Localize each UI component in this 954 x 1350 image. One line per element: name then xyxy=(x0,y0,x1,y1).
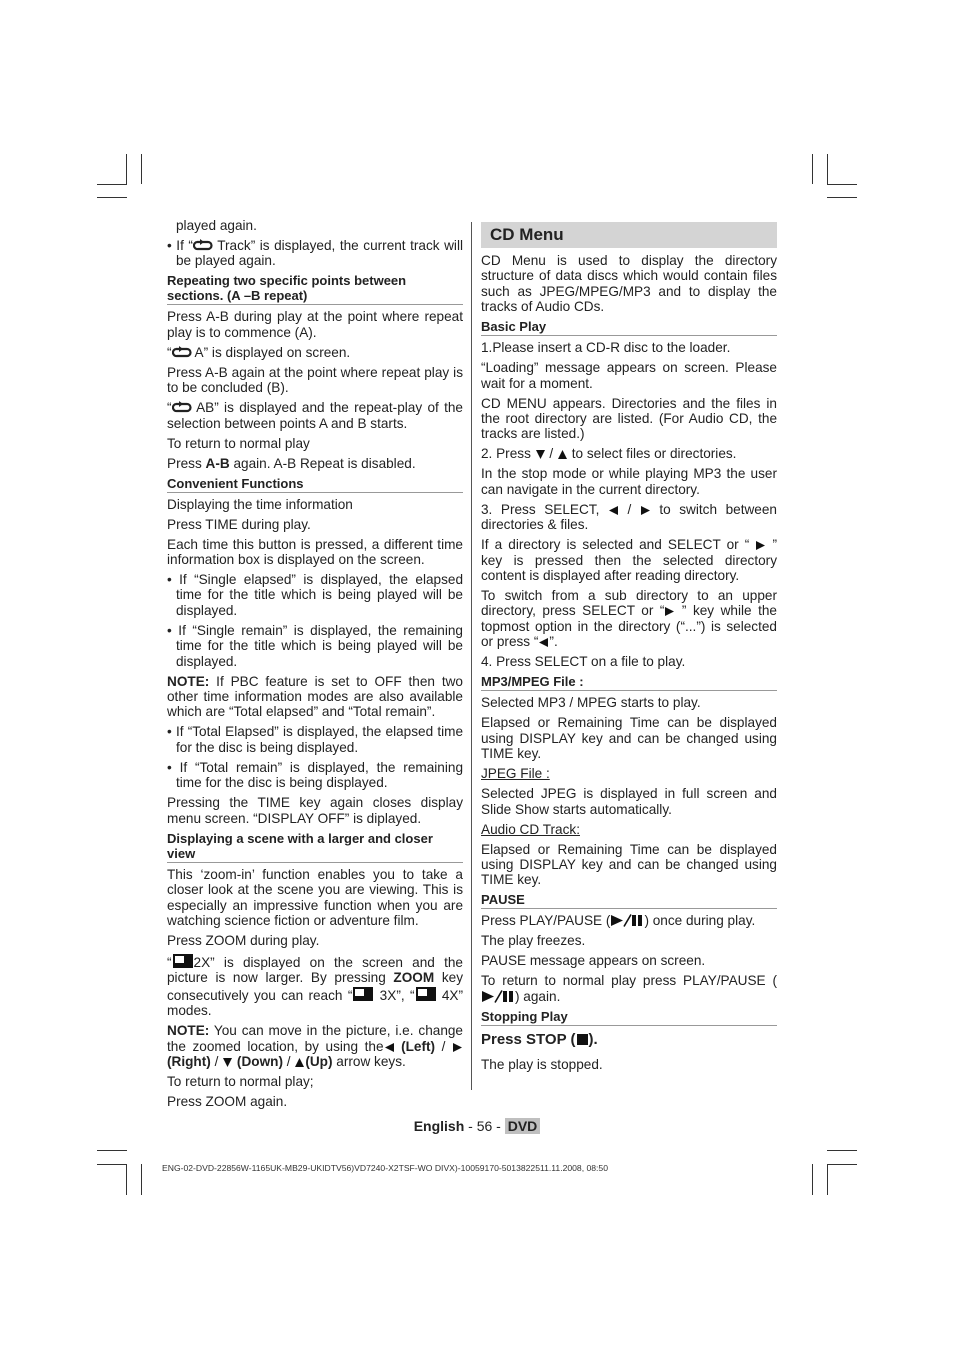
paragraph: 4. Press SELECT on a file to play. xyxy=(481,654,686,670)
paragraph: The play is stopped. xyxy=(481,1057,603,1073)
paragraph: Selected MP3 / MPEG starts to play. xyxy=(481,695,701,711)
arrow-up-icon xyxy=(557,449,568,460)
paragraph: 1.Please insert a CD-R disc to the loader. xyxy=(481,340,731,356)
paragraph: Elapsed or Remaining Time can be displayed using DISPLAY key and can be changed using TIME key. xyxy=(481,715,777,762)
stop-icon xyxy=(576,1033,589,1046)
crop-mark xyxy=(827,1164,828,1195)
paragraph: “ 2X” is displayed on the screen and the picture is now larger. By pressing ZOOM key consecutively you can reach “ 3X”, “ 4X” modes. xyxy=(167,954,463,1019)
paragraph: Press ZOOM again. xyxy=(167,1093,288,1109)
paragraph: played again. xyxy=(176,218,257,233)
paragraph: Elapsed or Remaining Time can be displayed using DISPLAY key and can be changed using TIME key. xyxy=(481,841,777,888)
section-title: CD Menu xyxy=(481,222,777,248)
crop-mark xyxy=(126,154,127,184)
repeat-icon xyxy=(172,346,192,359)
bullet-item: • If “ Track” is displayed, the current track will be played again. xyxy=(167,238,463,269)
footer-language: English xyxy=(413,1118,465,1134)
paragraph: Press A-B during play at the point where repeat play is to commence (A). xyxy=(167,309,463,340)
paragraph: The play freezes. xyxy=(481,933,586,949)
crop-mark xyxy=(827,1150,857,1151)
crop-mark xyxy=(812,154,813,184)
paragraph: This ‘zoom-in’ function enables you to take a closer look at the scene you are viewing. This is especially an impressive function when you are watching science fiction or adventure film. xyxy=(167,866,463,928)
crop-mark xyxy=(141,1164,142,1195)
paragraph: Pressing the TIME key again closes display menu screen. “DISPLAY OFF” is diplayed. xyxy=(167,795,463,826)
repeat-icon xyxy=(172,401,192,414)
paragraph: “ A” is displayed on screen. xyxy=(167,344,351,360)
subheading-underlined: JPEG File : xyxy=(481,766,550,782)
paragraph: Press PLAY/PAUSE ( ) once during play. xyxy=(481,913,756,929)
arrow-right-icon xyxy=(452,1042,463,1053)
play-pause-icon xyxy=(610,914,644,927)
zoom-icon xyxy=(172,953,194,969)
paragraph: To return to normal play xyxy=(167,435,310,451)
crop-mark xyxy=(97,197,127,198)
crop-mark xyxy=(827,184,857,185)
crop-mark xyxy=(126,1164,127,1195)
zoom-icon xyxy=(352,986,374,1002)
section-heading: Convenient Functions xyxy=(167,476,463,493)
paragraph: “Loading” message appears on screen. Please wait for a moment. xyxy=(481,360,777,391)
repeat-icon xyxy=(193,239,213,252)
arrow-right-icon xyxy=(640,505,651,516)
paragraph: To return to normal play press PLAY/PAUSE () again. xyxy=(481,973,777,1004)
paragraph: PAUSE message appears on screen. xyxy=(481,953,706,969)
crop-mark xyxy=(827,1164,857,1165)
section-badge: DVD xyxy=(505,1118,541,1134)
arrow-right-icon xyxy=(755,540,766,551)
paragraph: 3. Press SELECT, / to switch between directories & files. xyxy=(481,501,777,533)
arrow-down-icon xyxy=(535,449,546,460)
section-heading: PAUSE xyxy=(481,892,777,909)
paragraph: “ AB” is displayed and the repeat-play of the selection between points A and B starts. xyxy=(167,400,463,431)
paragraph: CD Menu is used to display the directory structure of data discs which would contain files such as JPEG/MPEG/MP3 and to display the tracks of Audio CDs. xyxy=(481,253,777,315)
zoom-icon xyxy=(415,986,437,1002)
arrow-right-icon xyxy=(664,606,675,617)
paragraph: Press ZOOM during play. xyxy=(167,932,320,948)
section-heading: Basic Play xyxy=(481,319,777,336)
arrow-left-icon xyxy=(608,505,619,516)
paragraph: In the stop mode or while playing MP3 the user can navigate in the current directory. xyxy=(481,466,777,497)
arrow-left-icon xyxy=(538,637,549,648)
crop-mark xyxy=(97,184,127,185)
paragraph: Press A-B again. A-B Repeat is disabled. xyxy=(167,455,416,471)
play-pause-icon xyxy=(481,990,515,1003)
paragraph: Selected JPEG is displayed in full screen and Slide Show starts automatically. xyxy=(481,786,777,817)
paragraph: Press TIME during play. xyxy=(167,516,311,532)
bullet-item: • If “Single remain” is displayed, the remaining time for the title which is being played will be displayed. xyxy=(167,622,463,669)
column-divider xyxy=(471,222,472,1090)
paragraph: Each time this button is pressed, a different time information box is displayed on the screen. xyxy=(167,536,463,568)
subheading-underlined: Audio CD Track: xyxy=(481,821,580,837)
file-info: ENG-02-DVD-22856W-1165UK-MB29-UKIDTV56)VD7240-X2TSF-WO DIVX)-10059170-5013822511.11.2008, 08:50 xyxy=(162,1163,608,1173)
paragraph: To return to normal play; xyxy=(167,1073,314,1089)
paragraph: 2. Press / to select files or directories. xyxy=(481,446,737,462)
paragraph: CD MENU appears. Directories and the files in the root directory are listed. (For Audio CD, the tracks are listed.) xyxy=(481,395,777,442)
crop-mark xyxy=(141,154,142,184)
section-heading: Stopping Play xyxy=(481,1009,777,1026)
note: NOTE: If PBC feature is set to OFF then two other time information modes are also available which are “Total elapsed” and “Total remain”. xyxy=(167,673,463,720)
bullet-item: • If “Total remain” is displayed, the remaining time for the disc is being displayed. xyxy=(167,759,463,791)
paragraph: Press STOP ( ). xyxy=(481,1030,598,1048)
crop-mark xyxy=(827,154,828,184)
page-number: - 56 - xyxy=(464,1118,505,1134)
left-column xyxy=(167,218,463,1114)
arrow-left-icon xyxy=(384,1042,395,1053)
bullet-item: • If “Single elapsed” is displayed, the elapsed time for the title which is being played will be displayed. xyxy=(167,572,464,618)
note: NOTE: You can move in the picture, i.e. change the zoomed location, by using the (Left) / (Right) / (Down) / (Up) arrow keys. xyxy=(167,1023,463,1069)
arrow-up-icon xyxy=(294,1057,305,1068)
paragraph: If a directory is selected and SELECT or “ ” key is pressed then the selected directory content is displayed after reading directory. xyxy=(481,537,778,584)
page-footer xyxy=(0,1118,954,1134)
crop-mark xyxy=(812,1164,813,1195)
section-heading: Repeating two specific points between sections. (A –B repeat) xyxy=(167,273,463,305)
paragraph: Press A-B again at the point where repeat play is to be concluded (B). xyxy=(167,364,463,396)
section-heading: Displaying a scene with a larger and closer view xyxy=(167,831,463,863)
bullet-item: • If “Total Elapsed” is displayed, the elapsed time for the disc is being displayed. xyxy=(167,724,464,755)
paragraph: To switch from a sub directory to an upper directory, press SELECT or “ ” key while the topmost option in the directory (“...”) is selected or press “ ”. xyxy=(481,588,777,650)
right-column xyxy=(481,218,777,1077)
crop-mark xyxy=(827,197,857,198)
crop-mark xyxy=(97,1150,127,1151)
paragraph: Displaying the time information xyxy=(167,496,353,512)
crop-mark xyxy=(97,1164,127,1165)
arrow-down-icon xyxy=(222,1057,233,1068)
section-heading: MP3/MPEG File : xyxy=(481,674,777,691)
